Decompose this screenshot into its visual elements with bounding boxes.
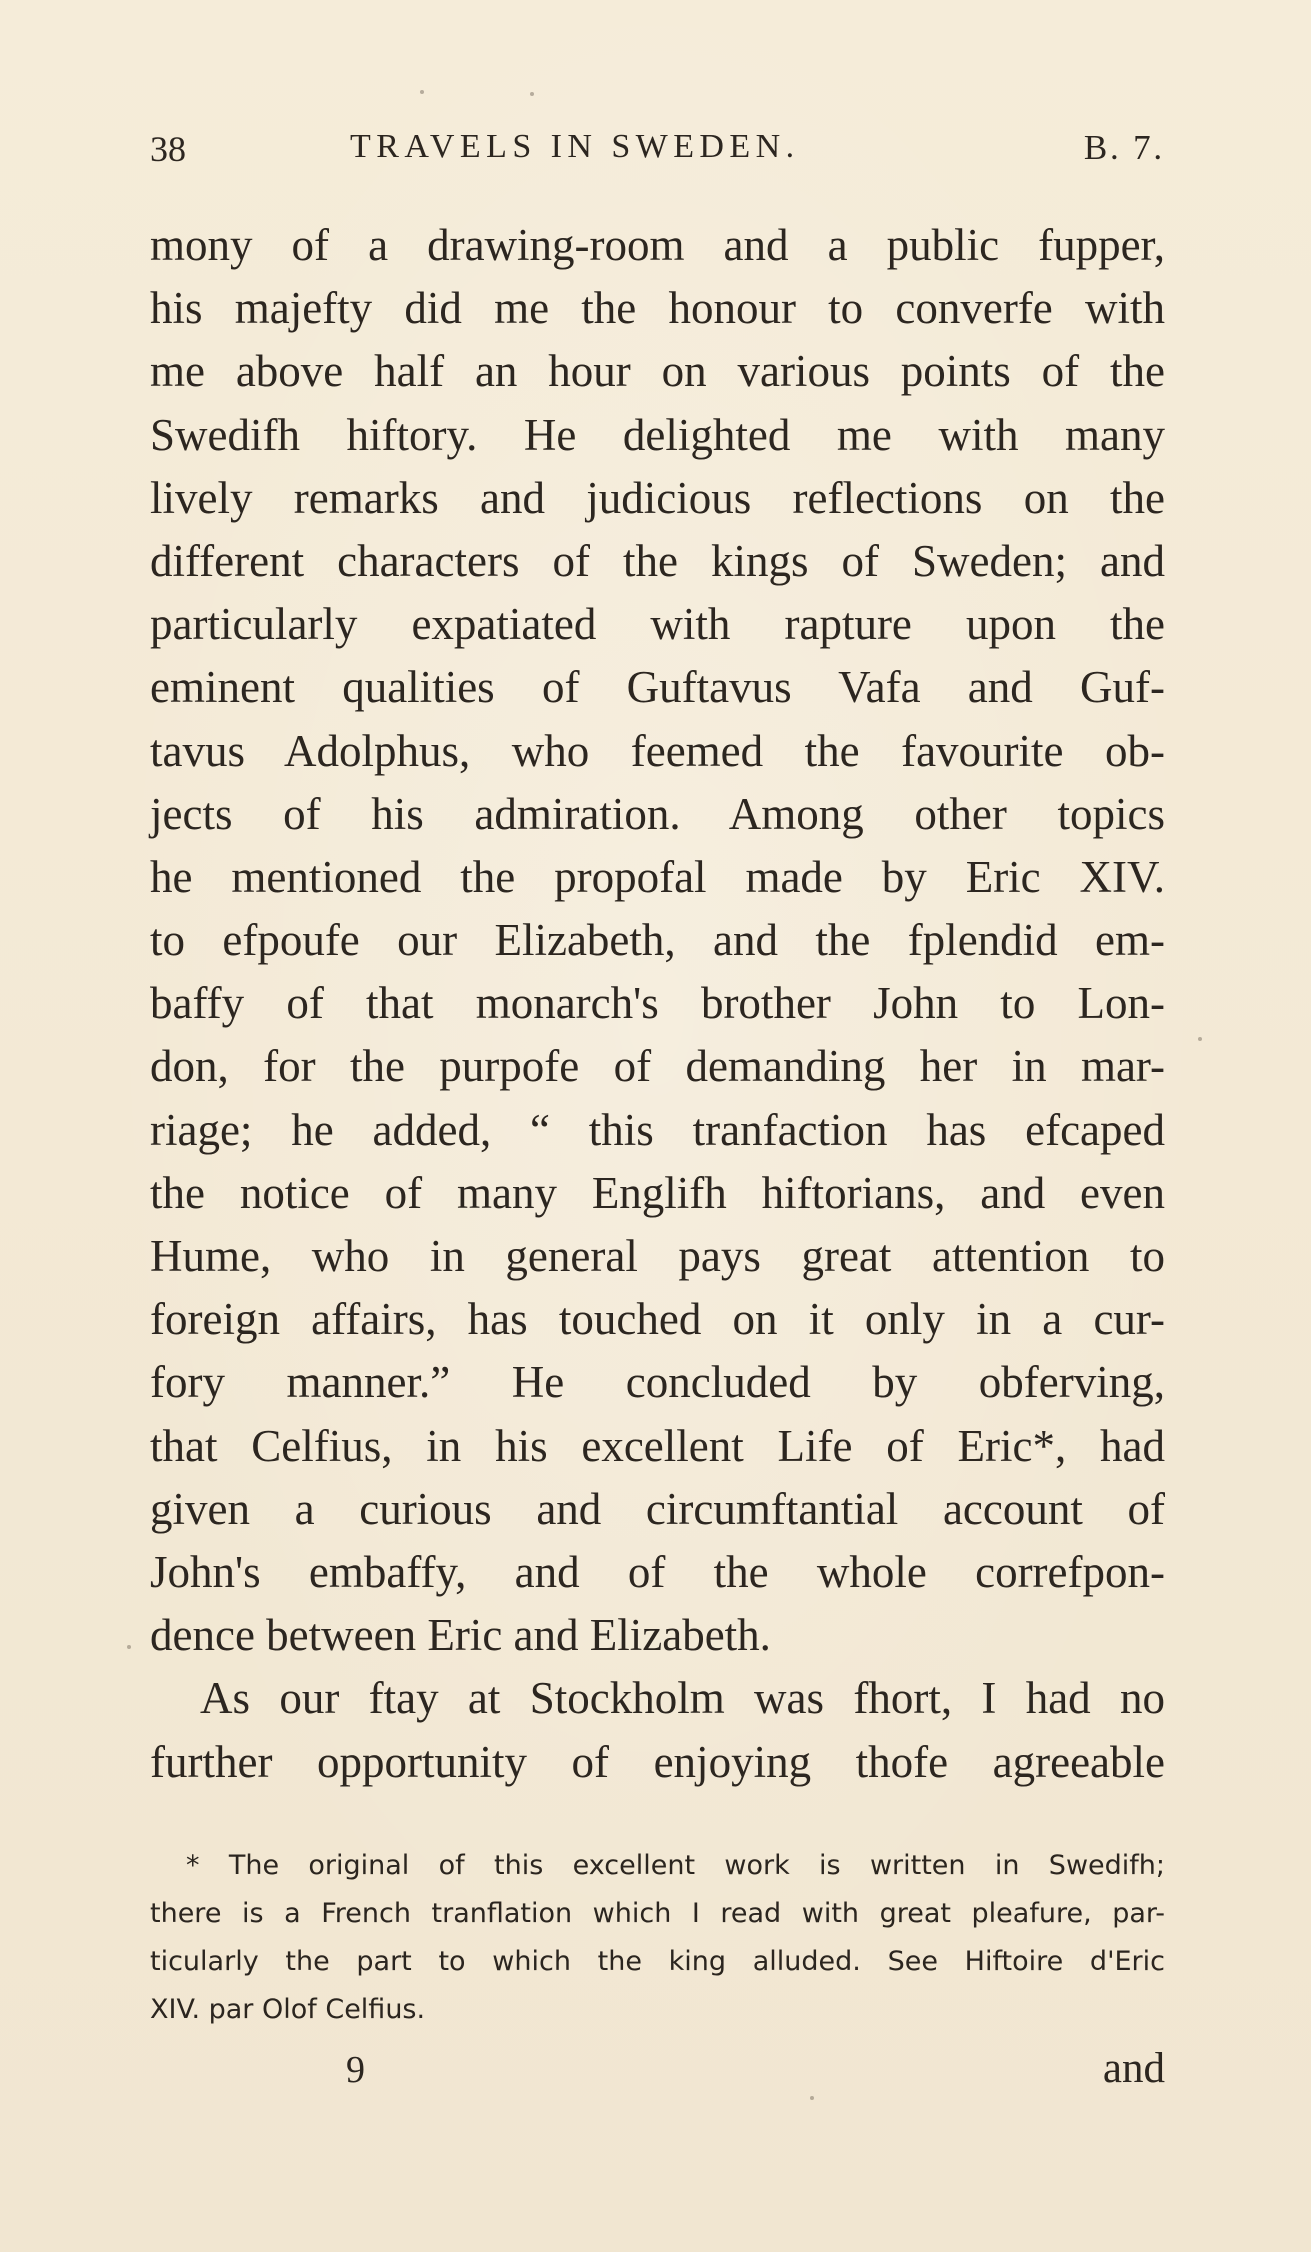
text-line: riage; he added, “ this tranfaction has efcaped <box>150 1104 1165 1155</box>
ink-speck <box>810 2096 814 2100</box>
text-line: jects of his admiration. Among other topics <box>150 788 1165 839</box>
text-line: mony of a drawing-room and a public fupper, <box>150 220 1165 270</box>
main-text <box>150 214 1165 1794</box>
text-line: dence between Eric and Elizabeth. <box>150 1610 771 1661</box>
text-line: different characters of the kings of Sweden; and <box>150 535 1165 586</box>
text-line: to efpoufe our Elizabeth, and the fplendid em- <box>150 915 1165 966</box>
footnote-line: there is a French tranflation which I read with great pleafure, par- <box>150 1898 1165 1929</box>
footnote-line: * The original of this excellent work is written in Swedifh; <box>186 1850 1165 1881</box>
text-line: me above half an hour on various points of the <box>150 346 1165 397</box>
running-title: TRAVELS IN SWEDEN. <box>350 128 800 165</box>
footnote-line: XIV. par Olof Celfius. <box>150 1994 426 2025</box>
text-line: Swedifh hiftory. He delighted me with many <box>150 409 1165 460</box>
text-line: further opportunity of enjoying thofe agreeable <box>150 1736 1165 1787</box>
ink-speck <box>420 90 424 94</box>
text-line: baffy of that monarch's brother John to Lon- <box>150 978 1165 1029</box>
text-line: particularly expatiated with rapture upon the <box>150 599 1165 650</box>
signature-mark: 9 <box>346 2049 365 2091</box>
text-line: that Celfius, in his excellent Life of Eric*, had <box>150 1420 1165 1471</box>
page-header <box>150 128 1165 174</box>
text-line: don, for the purpofe of demanding her in mar- <box>150 1041 1165 1092</box>
text-line: his majefty did me the honour to converfe with <box>150 283 1165 334</box>
page-number: 38 <box>150 129 186 169</box>
catchword: and <box>1102 2045 1165 2092</box>
text-line: given a curious and circumftantial account of <box>150 1483 1165 1534</box>
ink-speck <box>127 1645 131 1649</box>
ink-speck <box>1198 1037 1202 1041</box>
book-marker: B. 7. <box>1083 128 1165 167</box>
footnote-line: ticularly the part to which the king alluded. See Hiftoire d'Eric <box>150 1946 1165 1977</box>
footnote <box>150 1842 1165 2034</box>
text-line: lively remarks and judicious reflections on the <box>150 472 1165 523</box>
text-line: fory manner.” He concluded by obferving, <box>150 1357 1165 1408</box>
text-line: foreign affairs, has touched on it only in a cur- <box>150 1294 1165 1345</box>
text-line: Hume, who in general pays great attention to <box>150 1231 1165 1281</box>
text-line: John's embaffy, and of the whole correfpon- <box>150 1546 1165 1597</box>
text-line: tavus Adolphus, who feemed the favourite ob- <box>150 725 1165 776</box>
text-line: the notice of many Englifh hiftorians, and even <box>150 1167 1165 1218</box>
text-line: As our ftay at Stockholm was fhort, I had no <box>200 1673 1165 1724</box>
ink-speck <box>530 92 534 96</box>
text-line: he mentioned the propofal made by Eric XIV. <box>150 851 1165 902</box>
text-line: eminent qualities of Guftavus Vafa and Guf- <box>150 662 1165 713</box>
